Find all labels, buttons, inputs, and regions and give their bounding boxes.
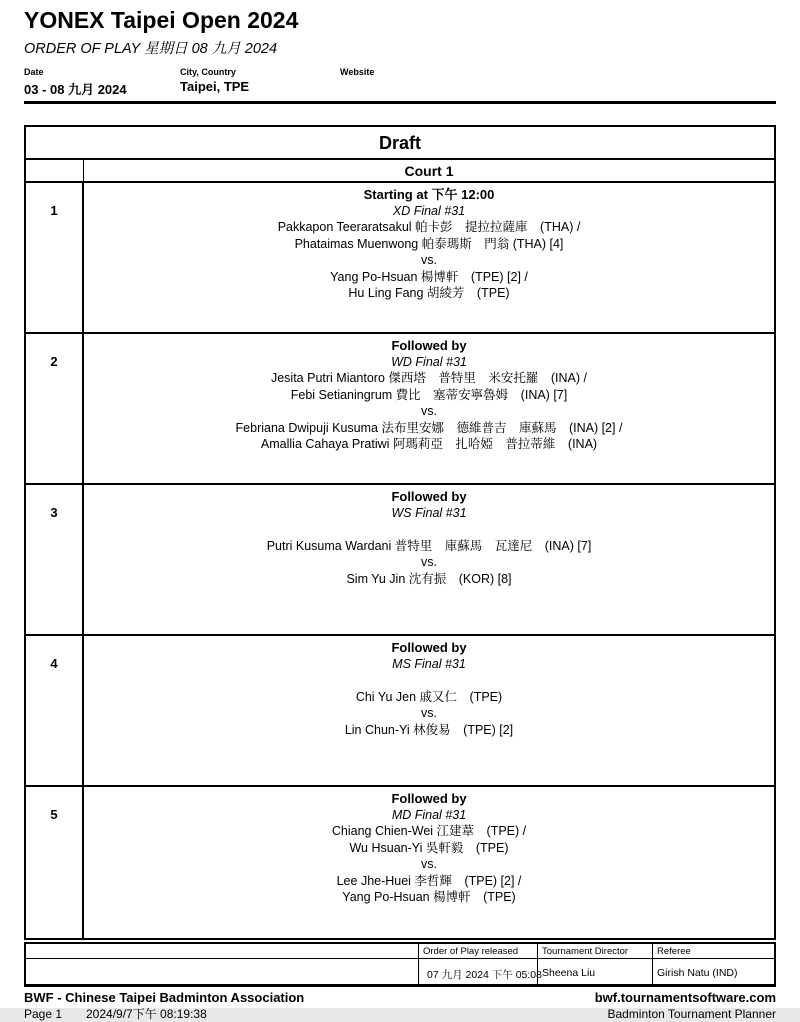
player-line: Putri Kusuma Wardani 普特里 庫蘇馬 瓦達尼 (INA) [7] — [266, 538, 592, 553]
match-event: MD Final #31 — [391, 808, 467, 822]
match-details — [84, 485, 774, 634]
print-timestamp: 2024/9/7下午 08:19:38 — [86, 1007, 207, 1021]
match-lines — [84, 521, 774, 587]
match-lines — [84, 672, 774, 738]
match-details — [84, 787, 774, 938]
draft-status-header: Draft — [26, 127, 774, 160]
match-event: WS Final #31 — [391, 506, 467, 520]
versus-label: vs. — [421, 706, 437, 720]
tournament-title: YONEX Taipei Open 2024 — [24, 7, 299, 33]
software-name: Badminton Tournament Planner — [607, 1007, 776, 1021]
match-number: 2 — [26, 334, 84, 483]
match-number: 5 — [26, 787, 84, 938]
versus-label: vs. — [421, 857, 437, 871]
match-row — [26, 485, 774, 636]
page-number: Page 1 — [24, 1007, 63, 1021]
player-line: Hu Ling Fang 胡綾芳 (TPE) — [348, 286, 510, 300]
header-divider — [24, 101, 776, 104]
tournament-director-label: Tournament Director — [537, 944, 652, 959]
court-name: Court 1 — [404, 163, 454, 179]
match-lines — [84, 370, 774, 453]
city-country-value: Taipei, TPE — [180, 79, 250, 94]
match-row — [26, 334, 774, 485]
website-label: Website — [340, 67, 375, 77]
footer-line-2 — [24, 1007, 776, 1022]
player-line: Lin Chun-Yi 林俊易 (TPE) [2] — [344, 722, 514, 737]
match-event: XD Final #31 — [392, 204, 466, 218]
referee-label: Referee — [652, 944, 774, 959]
player-line: Wu Hsuan-Yi 吳軒毅 (TPE) — [349, 840, 509, 855]
versus-label: vs. — [421, 555, 437, 569]
player-line: Jesita Putri Miantoro 傑西塔 普特里 米安托羅 (INA) / — [270, 371, 588, 385]
officials-table — [24, 942, 776, 987]
blank-line — [84, 521, 774, 538]
match-schedule: Followed by — [391, 791, 467, 806]
meta-city — [180, 67, 340, 98]
referee-value: Girish Natu (IND) — [652, 959, 774, 984]
court-header-row — [26, 160, 774, 183]
player-line: Phataimas Muenwong 帕泰瑪斯 門翁 (THA) [4] — [294, 236, 564, 251]
officials-empty-value — [26, 959, 418, 984]
meta-date — [24, 67, 180, 98]
match-row — [26, 787, 774, 938]
footer-line-1 — [24, 990, 776, 1006]
player-line: Lee Jhe-Huei 李哲輝 (TPE) [2] / — [336, 873, 522, 888]
page-footer — [24, 990, 776, 1022]
organization-name: BWF - Chinese Taipei Badminton Association — [24, 990, 305, 1005]
player-line: Sim Yu Jin 沈有振 (KOR) [8] — [346, 571, 512, 586]
tournament-meta — [24, 67, 776, 98]
player-line: Amallia Cahaya Pratiwi 阿瑪莉亞 扎哈婭 普拉蒂維 (INA) — [260, 437, 598, 451]
order-released-label: Order of Play released — [418, 944, 537, 959]
draft-table — [24, 125, 776, 940]
document-header — [0, 0, 800, 98]
player-line: Chiang Chien-Wei 江建葦 (TPE) / — [331, 824, 527, 838]
player-line: Chi Yu Jen 戚又仁 (TPE) — [355, 689, 503, 704]
website-value — [340, 79, 776, 94]
match-event: WD Final #31 — [391, 355, 467, 369]
officials-empty-header — [26, 944, 418, 959]
match-lines — [84, 823, 774, 906]
player-line: Febi Setianingrum 費比 塞蒂安寧魯姆 (INA) [7] — [290, 387, 568, 402]
match-row — [26, 183, 774, 334]
versus-label: vs. — [421, 404, 437, 418]
software-website: bwf.tournamentsoftware.com — [594, 990, 776, 1005]
match-details — [84, 183, 774, 332]
match-number: 1 — [26, 183, 84, 332]
tournament-director-value: Sheena Liu — [537, 959, 652, 984]
match-schedule: Followed by — [391, 640, 467, 655]
match-schedule: Followed by — [391, 489, 467, 504]
match-row — [26, 636, 774, 787]
match-schedule: Followed by — [391, 338, 467, 353]
match-schedule: Starting at 下午 12:00 — [363, 187, 495, 202]
match-number: 3 — [26, 485, 84, 634]
player-line: Febriana Dwipuji Kusuma 法布里安娜 德維普吉 庫蘇馬 (INA) [2] / — [235, 420, 623, 435]
order-released-value: 07 九月 2024 下午 05:08 — [418, 959, 537, 984]
blank-line — [84, 672, 774, 689]
match-rows — [26, 183, 774, 938]
player-line: Yang Po-Hsuan 楊博軒 (TPE) [2] / — [330, 269, 528, 284]
meta-website — [340, 67, 776, 98]
player-line: Yang Po-Hsuan 楊博軒 (TPE) — [342, 890, 516, 904]
match-event: MS Final #31 — [392, 657, 466, 671]
date-label: Date — [24, 67, 44, 77]
versus-label: vs. — [421, 253, 437, 267]
order-of-play-subtitle: ORDER OF PLAY 星期日 08 九月 2024 — [24, 41, 278, 57]
date-value: 03 - 08 九月 2024 — [24, 82, 127, 97]
city-country-label: City, Country — [180, 67, 236, 77]
match-number: 4 — [26, 636, 84, 785]
footer-print-info — [24, 1007, 207, 1022]
match-lines — [84, 219, 774, 302]
court-header-spacer — [26, 160, 84, 181]
match-details — [84, 636, 774, 785]
player-line: Pakkapon Teeraratsakul 帕卡彭 提拉拉薩庫 (THA) / — [277, 220, 581, 234]
match-details — [84, 334, 774, 483]
